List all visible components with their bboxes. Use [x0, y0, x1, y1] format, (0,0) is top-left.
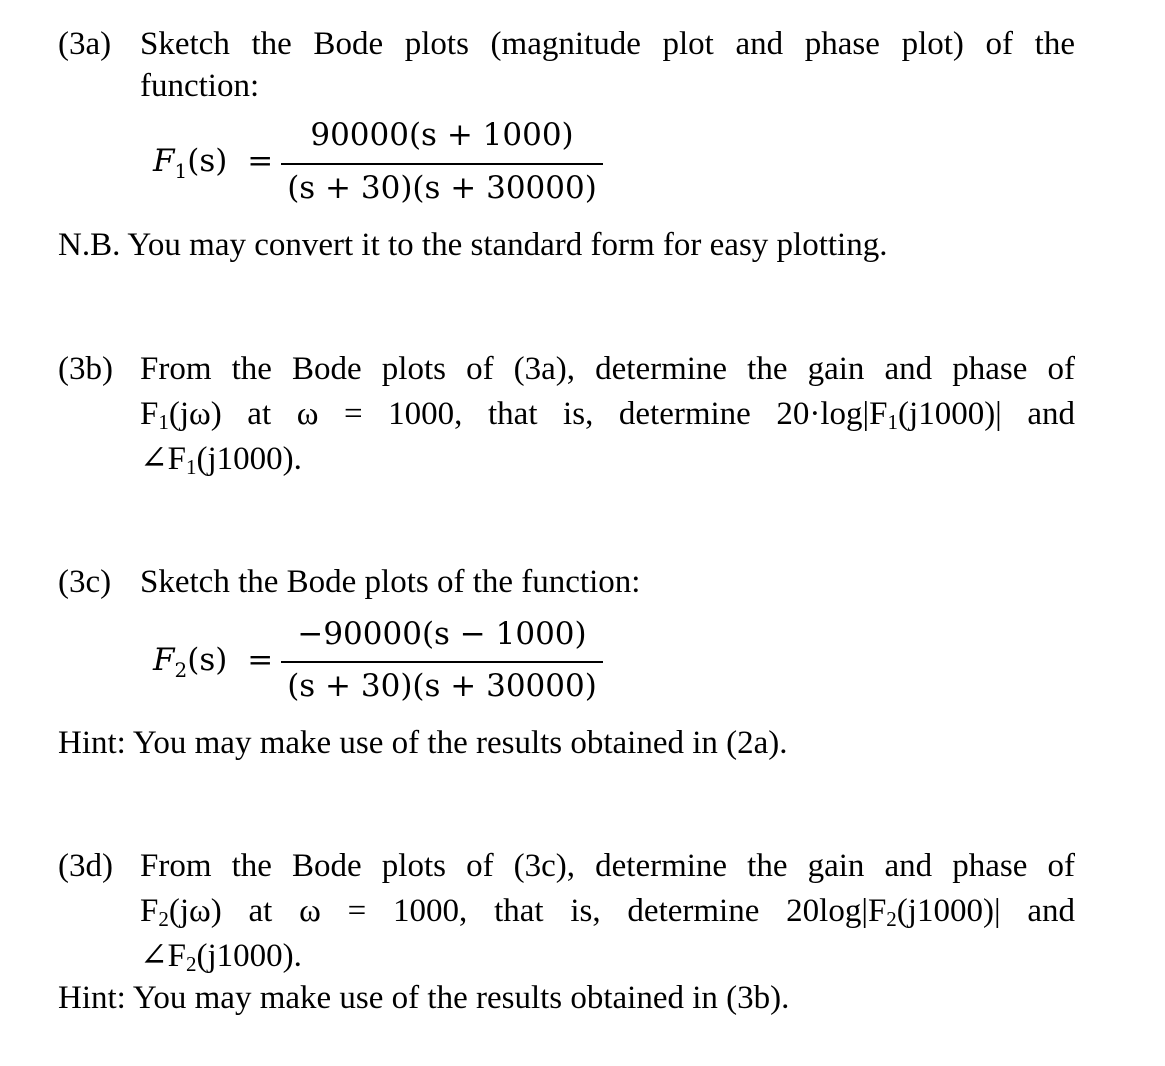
q3a-lhs-sub: 1	[174, 159, 188, 183]
q3d-mid: (jω) at ω = 1000, that is, determine 20log|F	[168, 893, 887, 929]
q3b-angle-arg: (j1000).	[196, 441, 302, 477]
q3d-angle-sub: 2	[186, 952, 197, 976]
q3d-angle-arg: (j1000).	[196, 938, 302, 974]
q3b-label: (3b)	[58, 351, 113, 387]
q3c-numerator: −90000(s − 1000)	[297, 616, 587, 652]
q3b-angle-sub: 1	[186, 455, 197, 479]
q3d-hint: Hint: You may make use of the results obtained in (3b).	[58, 980, 790, 1016]
q3c-label: (3c)	[58, 564, 112, 600]
q3a-text-line2: function:	[140, 68, 260, 104]
q3b-text-line1: From the Bode plots of (3a), determine the gain and phase of	[140, 351, 1075, 387]
q3c-denominator: (s + 30)(s + 30000)	[287, 668, 597, 704]
q3d-text-line2	[140, 895, 1075, 930]
q3d-text-line3	[140, 940, 302, 975]
q3b-f: F	[140, 396, 159, 432]
q3c-equation-lhs	[153, 642, 274, 682]
q3a-fraction-bar	[281, 163, 603, 165]
q3b-sub1: 1	[158, 410, 169, 434]
q3c-hint: Hint: You may make use of the results obtained in (2a).	[58, 725, 788, 761]
q3b-mid: (jω) at ω = 1000, that is, determine 20·log|F	[168, 396, 888, 432]
q3a-label: (3a)	[58, 26, 112, 62]
q3c-lhs-sub: 2	[174, 658, 188, 682]
q3a-equals: =	[247, 143, 274, 179]
q3a-note: N.B. You may convert it to the standard form for easy plotting.	[58, 227, 888, 263]
q3c-equals: =	[247, 642, 274, 678]
q3c-lhs-func: F	[153, 642, 175, 678]
q3d-f: F	[140, 893, 159, 929]
q3b-angle-f: ∠F	[140, 441, 187, 477]
q3a-numerator: 90000(s + 1000)	[310, 117, 574, 153]
q3a-lhs-func: F	[153, 143, 175, 179]
q3d-angle-f: ∠F	[140, 938, 187, 974]
q3c-text-line1: Sketch the Bode plots of the function:	[140, 564, 641, 600]
q3b-text-line3	[140, 443, 302, 478]
q3d-text-line1: From the Bode plots of (3c), determine the gain and phase of	[140, 848, 1075, 884]
q3d-end: (j1000)| and	[896, 893, 1075, 929]
q3a-equation-lhs	[153, 143, 274, 183]
q3a-text-line1: Sketch the Bode plots (magnitude plot and phase plot) of the	[140, 26, 1075, 62]
q3a-lhs-arg: (s)	[187, 143, 228, 179]
q3b-end: (j1000)| and	[898, 396, 1076, 432]
q3c-fraction-bar	[281, 661, 603, 663]
q3d-sub1: 2	[158, 907, 169, 931]
q3d-label: (3d)	[58, 848, 113, 884]
q3a-denominator: (s + 30)(s + 30000)	[287, 170, 597, 206]
q3b-sub2: 1	[887, 410, 899, 434]
q3b-text-line2	[140, 398, 1075, 433]
q3c-lhs-arg: (s)	[187, 642, 228, 678]
q3d-sub2: 2	[886, 907, 897, 931]
